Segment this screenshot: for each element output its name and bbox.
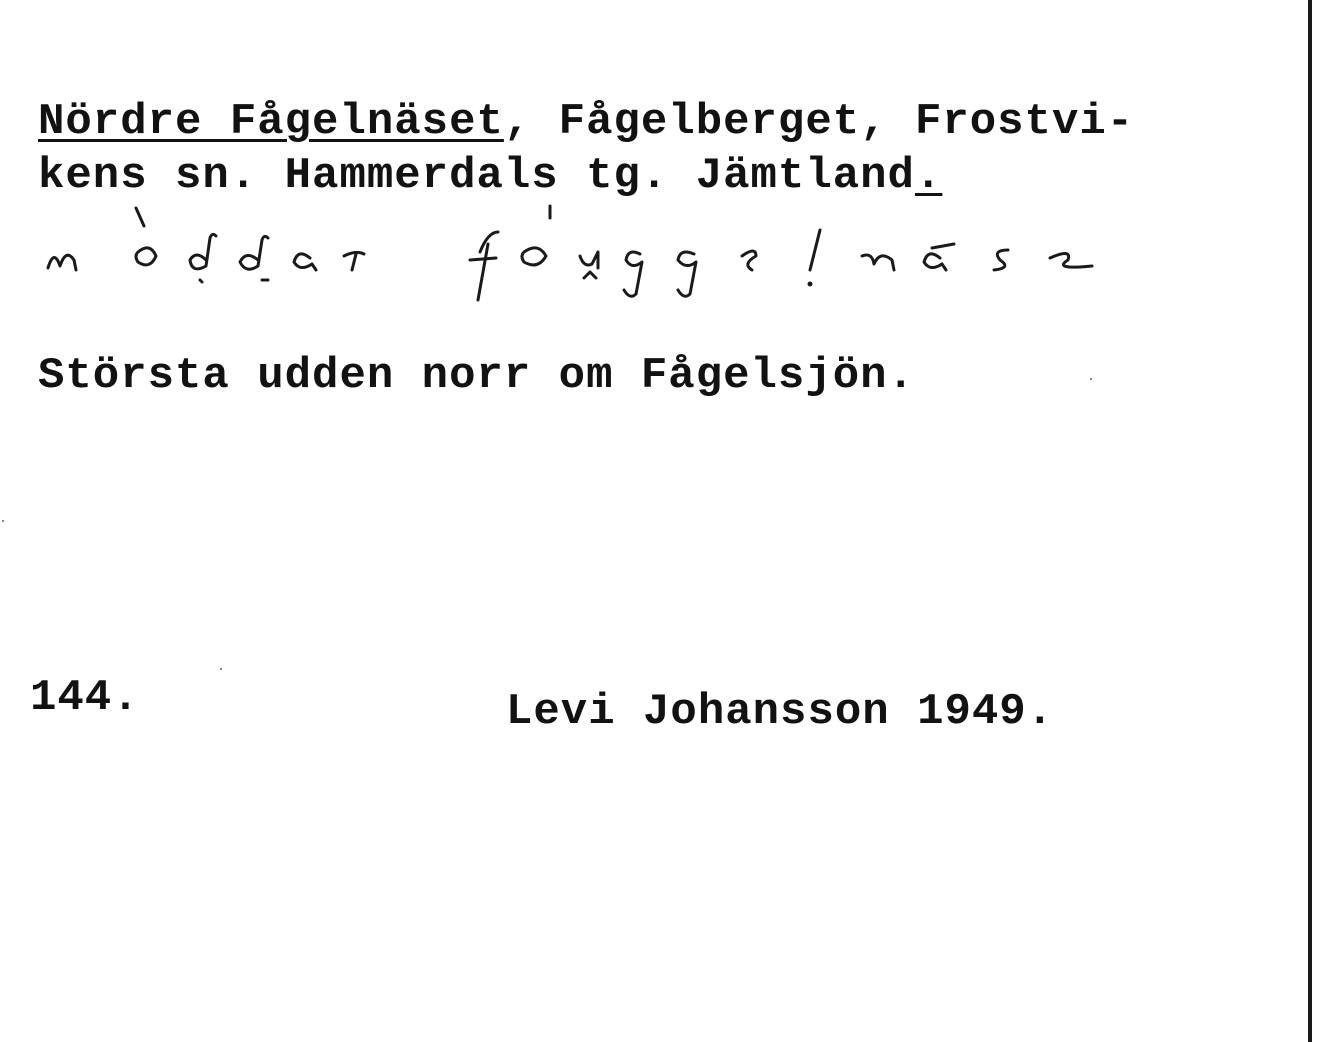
header-line-1-rest: , Fågelberget, Frostvi- xyxy=(503,97,1135,147)
card-number: 144. xyxy=(30,673,140,723)
phonetic-text xyxy=(40,310,41,311)
header-line-2-end: . xyxy=(914,151,943,201)
collector-signature: Levi Johansson 1949. xyxy=(506,687,1055,737)
card-edge xyxy=(1308,0,1312,1042)
header-line-1 xyxy=(38,96,1134,148)
scan-speck xyxy=(2,520,4,522)
place-name: Nördre Fågelnäset xyxy=(38,97,504,147)
scan-speck xyxy=(1090,378,1092,380)
header-line-2 xyxy=(38,150,942,202)
scan-speck xyxy=(220,668,222,670)
phonetic-transcription xyxy=(40,200,1120,310)
description: Största udden norr om Fågelsjön. xyxy=(38,351,915,401)
header-line-2-text: kens sn. Hammerdals tg. Jämtland xyxy=(38,151,915,201)
handwritten-transcription-graphic xyxy=(40,200,1120,310)
